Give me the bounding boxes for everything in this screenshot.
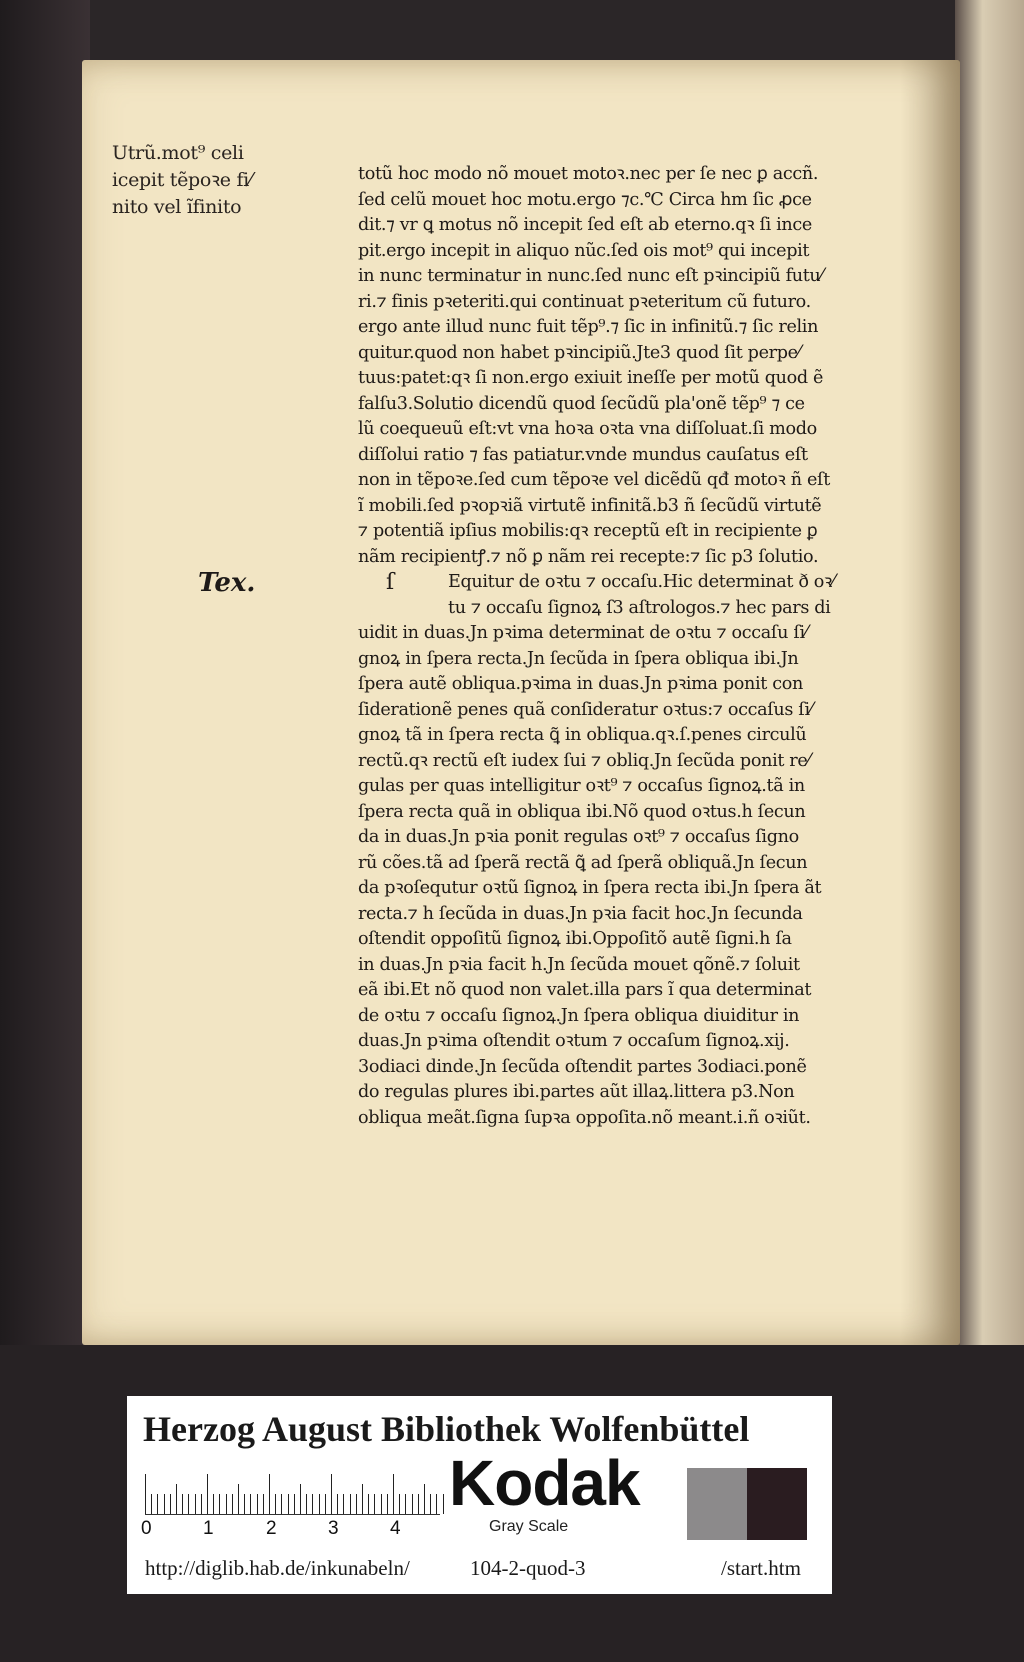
text-line: in duas.Jn pꝛia facit h.Jn ſecũda mouet qõnẽ.⁊ ſoluit <box>358 954 800 975</box>
text-line: Equitur de oꝛtu ⁊ occaſu.Hic determinat ð oꝛ⁄ <box>448 572 835 592</box>
ruler-tick <box>362 1484 363 1514</box>
text-line: ri.⁊ finis pꝛeteriti.qui continuat pꝛeteritum cũ futuro. <box>358 291 811 312</box>
ruler-tick <box>188 1494 189 1514</box>
text-line: da in duas.Jn pꝛia ponit regulas oꝛt⁹ ⁊ occaſus ſigno <box>358 827 799 847</box>
marginal-tex-label: Tex. <box>198 568 256 598</box>
text-line: totũ hoc modo nõ mouet motoꝛ.nec per ſe nec ꝑ accñ. <box>358 164 819 184</box>
text-line: lũ coequeuũ eſt:vt vna hoꝛa oꝛta vna diſſoluat.ſi modo <box>358 419 817 439</box>
marginal-note <box>112 140 342 221</box>
ruler-tick <box>269 1474 270 1514</box>
black-swatch <box>747 1468 807 1540</box>
ruler-tick <box>170 1494 171 1514</box>
marginal-note-line: Utrũ.mot⁹ celi <box>112 142 244 164</box>
gray-scale-label: Gray Scale <box>489 1518 569 1535</box>
ruler-number: 3 <box>328 1518 339 1539</box>
text-line: quitur.quod non habet pꝛincipiũ.Jte3 quod ſit perpe⁄ <box>358 342 801 363</box>
ruler-tick <box>145 1474 146 1514</box>
ruler-number: 4 <box>390 1518 401 1539</box>
ruler-tick <box>337 1494 338 1514</box>
ruler-tick <box>157 1494 158 1514</box>
ruler-tick <box>343 1494 344 1514</box>
text-line: de oꝛtu ⁊ occaſu ſignoꝝ.Jn ſpera obliqua diuiditur in <box>358 1005 800 1026</box>
ruler-tick <box>443 1494 444 1514</box>
ruler-tick <box>176 1484 177 1514</box>
ruler-tick <box>263 1494 264 1514</box>
text-line: eã ibi.Et nõ quod non valet.illa pars ĩ qua determinat <box>358 980 812 1000</box>
ruler-tick <box>412 1494 413 1514</box>
calibration-card <box>127 1396 832 1594</box>
ruler-tick <box>312 1494 313 1514</box>
ruler-tick <box>226 1494 227 1514</box>
text-line: rectũ.qꝛ rectũ eſt iudex ſui ⁊ obliq.Jn ſecũda ponit re⁄ <box>358 750 811 771</box>
ruler-tick <box>164 1494 165 1514</box>
text-line: nãm recipientꝭ.⁊ nõ ꝑ nãm rei recepte:⁊ ſic p3 ſolutio. <box>358 546 819 567</box>
text-line: ſpera recta quã in obliqua ibi.Nõ quod oꝛtus.h ſecun <box>358 801 806 822</box>
drop-initial: ſ <box>386 570 394 595</box>
marginal-note-line: nito vel ĩfinito <box>112 196 242 218</box>
text-line: diſſolui ratio ⁊ fas patiatur.vnde mundus cauſatus eſt <box>358 444 808 465</box>
ruler-tick <box>213 1494 214 1514</box>
text-line: rũ cões.tã ad ſperã rectã ꝗ̃ ad ſperã obliquã.Jn ſecun <box>358 852 808 873</box>
ruler-tick <box>275 1494 276 1514</box>
url-signature[interactable]: 104-2-quod-3 <box>470 1556 586 1580</box>
library-title: Herzog August Bibliothek Wolfenbüttel <box>143 1409 750 1449</box>
text-line: ſpera autẽ obliqua.pꝛima in duas.Jn pꝛima ponit con <box>358 674 803 694</box>
text-line: oſtendit oppoſitũ ſignoꝝ ibi.Oppoſitõ autẽ ſigni.h ſa <box>358 929 792 949</box>
ruler-tick <box>430 1494 431 1514</box>
text-line: non in tẽpoꝛe.ſed cum tẽpoꝛe vel dicẽdũ qđ motoꝛ ñ eſt <box>358 470 830 490</box>
ruler-tick <box>325 1494 326 1514</box>
ruler-tick <box>195 1494 196 1514</box>
ruler-tick <box>300 1484 301 1514</box>
url-base[interactable]: http://diglib.hab.de/inkunabeln/ <box>145 1556 410 1580</box>
ruler-tick <box>232 1494 233 1514</box>
text-line: obliqua meãt.ſigna ſupꝛa oppoſita.nõ meant.i.ñ oꝛiũt. <box>358 1107 811 1128</box>
ruler-tick <box>250 1494 251 1514</box>
text-line: gulas per quas intelligitur oꝛt⁹ ⁊ occaſus ſignoꝝ.tã in <box>358 776 805 796</box>
marginal-note-line: icepit tẽpoꝛe fi⁄ <box>112 169 252 191</box>
text-line: pit.ergo incepit in aliquo nũc.ſed ois mot⁹ qui incepit <box>358 240 810 261</box>
ruler-number: 0 <box>141 1518 152 1539</box>
text-line: ergo ante illud nunc fuit tẽp⁹.⁊ ſic in infinitũ.⁊ ſic relin <box>358 317 819 337</box>
page-gutter-shadow <box>900 60 960 1345</box>
text-line: da pꝛoſequtur oꝛtũ ſignoꝝ in ſpera recta ibi.Jn ſpera ãt <box>358 878 822 898</box>
ruler-tick <box>182 1494 183 1514</box>
main-text-column <box>358 162 906 1131</box>
ruler-tick <box>207 1474 208 1514</box>
gray-swatch <box>687 1468 747 1540</box>
ruler-tick <box>151 1494 152 1514</box>
ruler-tick <box>350 1494 351 1514</box>
ruler-tick <box>201 1494 202 1514</box>
ruler-tick <box>387 1494 388 1514</box>
text-line: falſu3.Solutio dicendũ quod ſecũdũ pla'onẽ tẽp⁹ ⁊ ce <box>358 393 805 414</box>
text-line: tuus:patet:qꝛ ſi non.ergo exiuit ineſſe per motũ quod ẽ <box>358 368 824 388</box>
ruler-numbers <box>141 1518 441 1542</box>
ruler-tick <box>219 1494 220 1514</box>
text-line: ⁊ potentiã ipſius mobilis:qꝛ receptũ eſt in recipiente ꝑ <box>358 521 818 541</box>
text-line: ĩ mobili.ſed pꝛopꝛiã virtutẽ infinitã.b3 ñ ſecũdũ virtutẽ <box>358 495 822 516</box>
ruler-tick <box>393 1474 394 1514</box>
ruler-tick <box>294 1494 295 1514</box>
text-line: gnoꝝ in ſpera recta.Jn ſecũda in ſpera obliqua ibi.Jn <box>358 648 799 669</box>
ruler-tick <box>374 1494 375 1514</box>
text-line: duas.Jn pꝛima oſtendit oꝛtum ⁊ occaſum ſignoꝝ.xij. <box>358 1031 790 1051</box>
text-line: 3odiaci dinde.Jn ſecũda oſtendit partes 3odiaci.ponẽ <box>358 1056 807 1077</box>
ruler-tick <box>288 1494 289 1514</box>
text-line: do regulas plures ibi.partes aũt illaꝝ.littera p3.Non <box>358 1082 795 1102</box>
ruler-tick <box>356 1494 357 1514</box>
ruler-tick <box>306 1494 307 1514</box>
ruler-tick <box>319 1494 320 1514</box>
ruler-tick <box>257 1494 258 1514</box>
ruler-number: 1 <box>203 1518 214 1539</box>
text-line: tu ⁊ occaſu ſignoꝝ ſ3 aſtrologos.⁊ hec pars di <box>448 597 831 618</box>
ruler-tick <box>331 1474 332 1514</box>
text-line: recta.⁊ h ſecũda in duas.Jn pꝛia facit hoc.Jn ſecunda <box>358 903 803 924</box>
text-line: ſiderationẽ penes quã conſideratur oꝛtus:⁊ occaſus ſi⁄ <box>358 699 813 720</box>
text-line: gnoꝝ tã in ſpera recta ꝗ̃ in obliqua.qꝛ.ſ.penes circulũ <box>358 725 807 745</box>
ruler-tick <box>244 1494 245 1514</box>
ruler-tick <box>418 1494 419 1514</box>
kodak-logo: Kodak <box>449 1447 640 1519</box>
ruler-number: 2 <box>266 1518 277 1539</box>
scale-ruler <box>145 1464 440 1515</box>
ruler-tick <box>399 1494 400 1514</box>
ruler-tick <box>368 1494 369 1514</box>
text-line: uidit in duas.Jn pꝛima determinat de oꝛtu ⁊ occaſu ſi⁄ <box>358 623 808 643</box>
ruler-tick <box>424 1484 425 1514</box>
text-line: ſed celũ mouet hoc motu.ergo ⁊c.℃ Circa hm ſic ꝓce <box>358 189 812 210</box>
ruler-tick <box>238 1484 239 1514</box>
ruler-tick <box>436 1494 437 1514</box>
ruler-tick <box>281 1494 282 1514</box>
ruler-tick <box>381 1494 382 1514</box>
url-start[interactable]: /start.htm <box>721 1556 801 1580</box>
text-line: in nunc terminatur in nunc.ſed nunc eſt pꝛincipiũ futu⁄ <box>358 266 823 286</box>
ruler-tick <box>405 1494 406 1514</box>
text-line: dit.⁊ vr ꝗ motus nõ incepit ſed eſt ab eterno.qꝛ ſi ince <box>358 215 812 235</box>
